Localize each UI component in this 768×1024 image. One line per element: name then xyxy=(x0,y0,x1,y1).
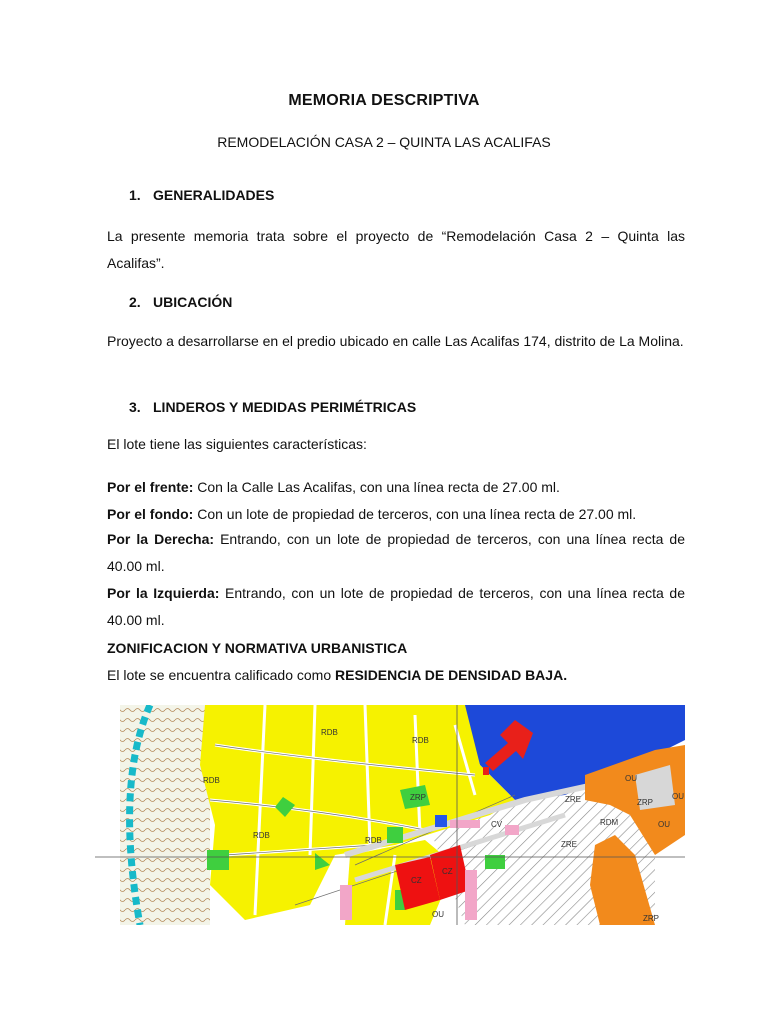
map-label: RDB xyxy=(321,728,338,737)
map-label: RDB xyxy=(203,776,220,785)
section-title: LINDEROS Y MEDIDAS PERIMÉTRICAS xyxy=(153,399,417,415)
pink-zone xyxy=(450,820,480,828)
map-label: RDB xyxy=(365,836,382,845)
section-heading-linderos xyxy=(129,399,416,415)
boundary-text: Con la Calle Las Acalifas, con una línea recta de 27.00 ml. xyxy=(193,479,560,495)
section-number: 2. xyxy=(129,294,141,310)
zoning-text xyxy=(107,667,685,683)
boundary-text: Entrando, con un lote de propiedad de terceros, con una línea recta de 40.00 ml. xyxy=(107,531,686,574)
park-area xyxy=(207,850,229,870)
map-label: CZ xyxy=(411,876,422,885)
blue-block xyxy=(435,815,447,827)
boundary-label: Por la Izquierda: xyxy=(107,585,220,601)
map-label: ZRP xyxy=(637,798,653,807)
map-label: RDB xyxy=(412,736,429,745)
map-label: CV xyxy=(491,820,503,829)
pink-zone xyxy=(465,870,477,920)
map-label: OU xyxy=(432,910,444,919)
boundary-right xyxy=(107,526,685,580)
section-number: 1. xyxy=(129,187,141,203)
section-heading-ubicacion xyxy=(129,294,232,310)
map-label: RDM xyxy=(600,818,619,827)
section-number: 3. xyxy=(129,399,141,415)
boundary-label: Por la Derecha: xyxy=(107,531,215,547)
park-area xyxy=(387,827,403,843)
map-label: ZRE xyxy=(561,840,577,849)
map-label: ZRE xyxy=(565,795,581,804)
pink-zone xyxy=(340,885,352,920)
location-marker xyxy=(483,767,489,775)
boundary-left xyxy=(107,580,685,634)
boundary-text: Con un lote de propiedad de terceros, con una línea recta de 27.00 ml. xyxy=(193,506,637,522)
map-label: ZRP xyxy=(410,793,426,802)
boundary-text: Entrando, con un lote de propiedad de terceros, con una línea recta de 40.00 ml. xyxy=(107,585,685,628)
zoning-classification: RESIDENCIA DE DENSIDAD BAJA. xyxy=(335,667,568,683)
zoning-text-prefix: El lote se encuentra calificado como xyxy=(107,667,336,683)
zoning-heading: ZONIFICACION Y NORMATIVA URBANISTICA xyxy=(107,640,408,656)
section-text-generalidades: La presente memoria trata sobre el proyecto de “Remodelación Casa 2 – Quinta las Acalifas”. xyxy=(107,228,685,271)
map-label: ZRP xyxy=(643,914,659,923)
boundary-label: Por el frente: xyxy=(107,479,194,495)
section-heading-generalidades xyxy=(129,187,274,203)
document-title: MEMORIA DESCRIPTIVA xyxy=(288,92,480,109)
zoning-map xyxy=(95,705,685,925)
section-intro-linderos: El lote tiene las siguientes características: xyxy=(107,436,367,452)
map-label: OU xyxy=(672,792,684,801)
boundary-front xyxy=(107,479,685,495)
section-text-ubicacion: Proyecto a desarrollarse en el predio ubicado en calle Las Acalifas 174, distrito de La Molina. xyxy=(107,333,684,349)
section-title: UBICACIÓN xyxy=(153,294,233,310)
map-label: OU xyxy=(625,774,637,783)
document-subtitle: REMODELACIÓN CASA 2 – QUINTA LAS ACALIFAS xyxy=(217,134,551,150)
boundary-back xyxy=(107,506,685,522)
boundary-label: Por el fondo: xyxy=(107,506,194,522)
section-title: GENERALIDADES xyxy=(153,187,275,203)
map-label: RDB xyxy=(253,831,270,840)
map-label: CZ xyxy=(442,867,453,876)
pink-zone xyxy=(505,825,519,835)
map-label: OU xyxy=(658,820,670,829)
